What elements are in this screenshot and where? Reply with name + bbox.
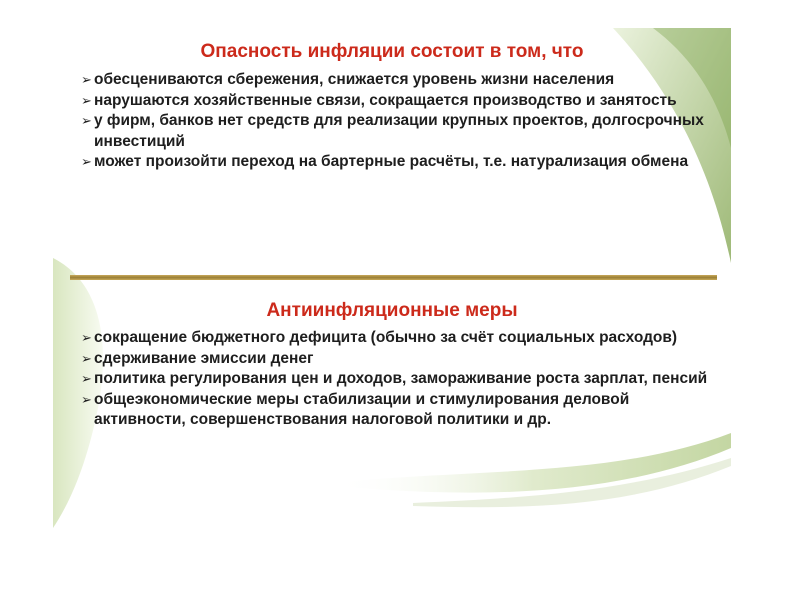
measures-list-item [81,390,721,431]
measures-item-text: сокращение бюджетного дефицита (обычно за счёт социальных расходов) [94,329,678,346]
bullet-arrow-icon: ➢ [81,92,92,108]
danger-item-text: нарушаются хозяйственные связи, сокращается производство и занятость [94,91,677,109]
danger-item-text: может произойти переход на бартерные расчёты, т.е. натурализация обмена [94,153,689,170]
measures-list-item [81,328,721,349]
section-measures-title: Антиинфляционные меры [266,300,518,321]
measures-list-item [81,369,721,390]
measures-list [81,328,721,431]
danger-item-text: у фирм, банков нет средств для реализации крупных проектов, долгосрочных инвестиций [94,112,704,150]
measures-list-item [81,349,721,370]
bullet-arrow-icon: ➢ [81,371,92,386]
measures-item-text: политика регулирования цен и доходов, замораживание роста зарплат, пенсий [94,370,708,387]
bullet-arrow-icon: ➢ [81,154,92,169]
bullet-arrow-icon: ➢ [81,391,92,407]
measures-item-text: общеэкономические меры стабилизации и стимулирования деловой активности, совершенствования налоговой политики и др. [94,390,630,428]
danger-list [81,70,721,173]
section-divider [70,275,717,280]
bullet-arrow-icon: ➢ [81,113,92,128]
slide [53,28,731,528]
danger-list-item [81,111,721,152]
danger-list-item [81,152,721,173]
danger-item-text: обесцениваются сбережения, снижается уровень жизни населения [94,71,615,88]
bullet-arrow-icon: ➢ [81,72,92,87]
bullet-arrow-icon: ➢ [81,330,92,345]
bullet-arrow-icon: ➢ [81,350,92,366]
danger-list-item [81,91,721,112]
measures-item-text: сдерживание эмиссии денег [94,349,314,367]
section-danger-title: Опасность инфляции состоит в том, что [200,41,584,62]
danger-list-item [81,70,721,91]
